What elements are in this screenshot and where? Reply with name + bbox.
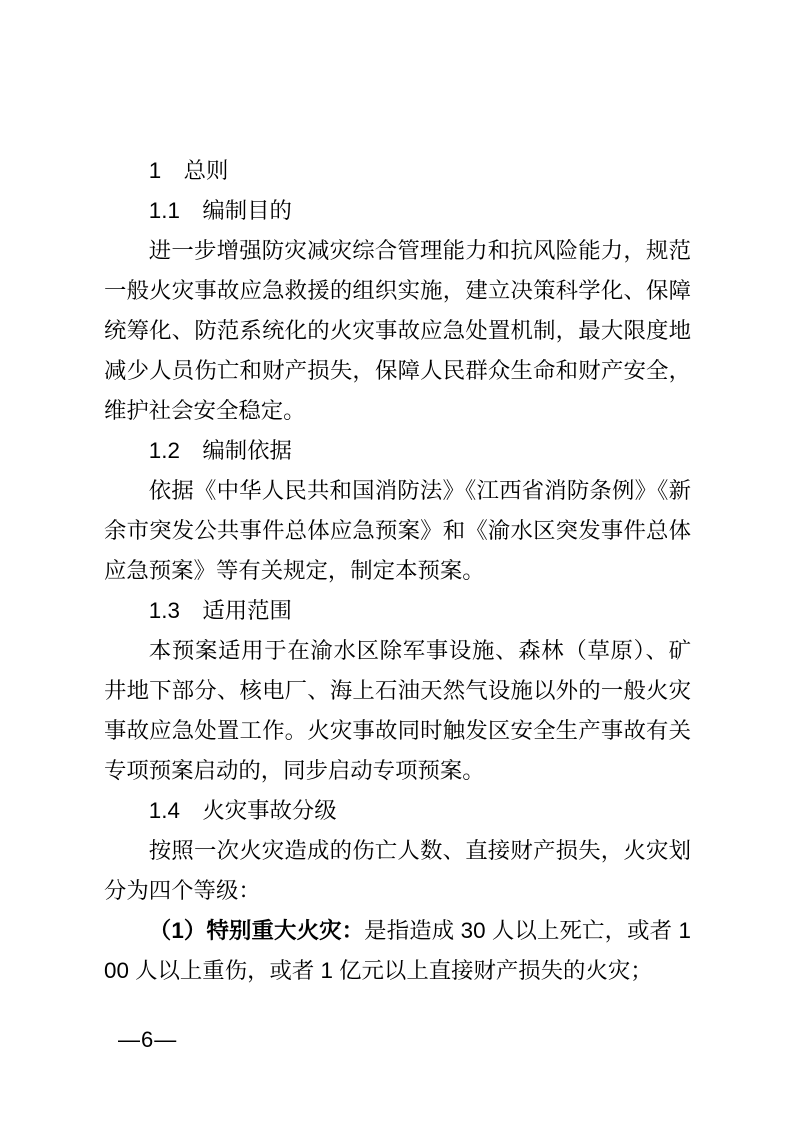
para-1-2-compilation-basis: 依据《中华人民共和国消防法》《江西省消防条例》《新余市突发公共事件总体应急预案》和《渝水区突发事件总体应急预案》等有关规定，制定本预案。 [104,478,691,583]
heading-chapter-1-general-provisions: 1 总则 [148,158,229,183]
para-1-1-compilation-purpose: 进一步增强防灾减灾综合管理能力和抗风险能力，规范一般火灾事故应急救援的组织实施，建立决策科学化、保障统筹化、防范系统化的火灾事故应急处置机制，最大限度地减少人员伤亡和财产损失，保障人民群众生命和财产安全，维护社会安全稳定。 [104,238,691,423]
fire-level-1-label: （1）特别重大火灾： [148,918,365,943]
para-1-3-scope-of-application: 本预案适用于在渝水区除军事设施、森林（草原）、矿井地下部分、核电厂、海上石油天然气设施以外的一般火灾事故应急处置工作。火灾事故同时触发区安全生产事故有关专项预案启动的，同步启动专项预案。 [104,638,691,783]
para-1-4-grading-intro: 按照一次火灾造成的伤亡人数、直接财产损失，火灾划分为四个等级： [104,838,691,903]
heading-1-1-compilation-purpose: 1.1 编制目的 [148,198,292,223]
para-fire-level-1 [104,911,691,991]
fire-level-1-text: 是指造成 30 人以上死亡，或者 100 人以上重伤，或者 1 亿元以上直接财产损失的火灾； [104,918,691,983]
heading-1-4-fire-accident-grading: 1.4 火灾事故分级 [148,798,337,823]
document-body [104,151,691,991]
heading-1-2-compilation-basis: 1.2 编制依据 [148,438,292,463]
page-number: —6— [118,1027,178,1052]
heading-1-3-scope-of-application: 1.3 适用范围 [148,598,292,623]
